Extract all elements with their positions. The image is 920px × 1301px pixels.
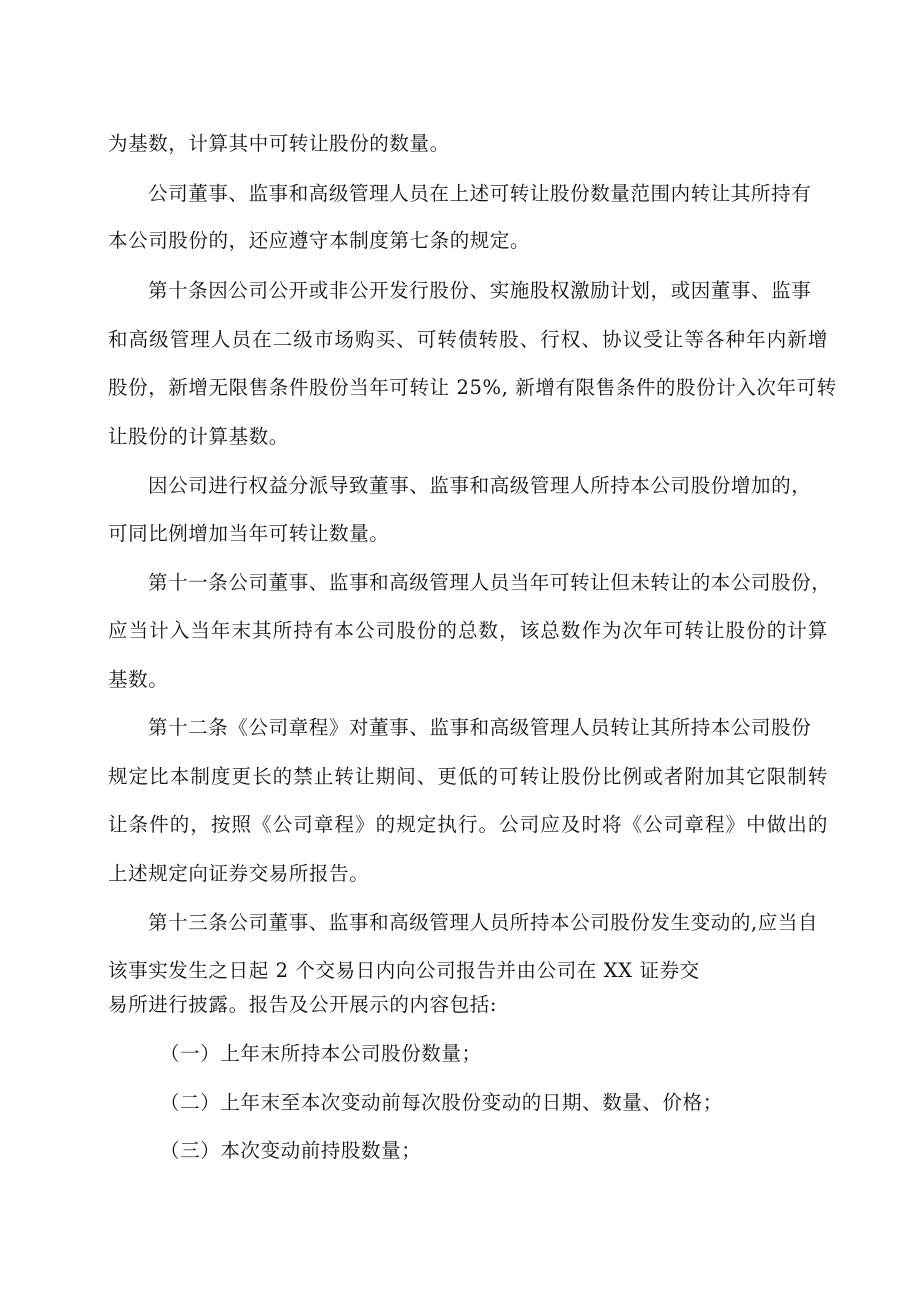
text-line: 和高级管理人员在二级市场购买、可转债转股、行权、协议受让等各种年内新增	[108, 328, 828, 351]
text-line: 本公司股份的，还应遵守本制度第七条的规定。	[108, 229, 531, 252]
text-line: 因公司进行权益分派导致董事、监事和高级管理人所持本公司股份增加的，	[148, 474, 812, 497]
list-item: （二）上年末至本次变动前每次股份变动的日期、数量、价格；	[160, 1091, 723, 1114]
text-line: 股份，新增无限售条件股份当年可转让 25%, 新增有限售条件的股份计入次年可转	[108, 376, 837, 399]
text-line: 该事实发生之日起 2 个交易日内向公司报告并由公司在 XX 证券交	[108, 959, 700, 982]
text-line: 规定比本制度更长的禁止转让期间、更低的可转让股份比例或者附加其它限制转	[108, 765, 828, 788]
text-line: 让条件的，按照《公司章程》的规定执行。公司应及时将《公司章程》中做出的	[108, 813, 828, 836]
text-line: 第十条因公司公开或非公开发行股份、实施股权激励计划，或因董事、监事	[148, 279, 812, 302]
list-item: （三）本次变动前持股数量；	[160, 1139, 422, 1162]
text-line: 易所进行披露。报告及公开展示的内容包括:	[108, 993, 498, 1016]
text-line: 让股份的计算基数。	[108, 425, 289, 448]
text-line: 公司董事、监事和高级管理人员在上述可转让股份数量范围内转让其所持有	[148, 182, 812, 205]
text-line: 第十三条公司董事、监事和高级管理人员所持本公司股份发生变动的,应当自	[148, 911, 819, 934]
text-line: 上述规定向证券交易所报告。	[108, 862, 370, 885]
text-line: 应当计入当年末其所持有本公司股份的总数，该总数作为次年可转让股份的计算	[108, 619, 828, 642]
text-line: 为基数，计算其中可转让股份的数量。	[108, 132, 450, 155]
text-line: 基数。	[108, 668, 169, 691]
text-line: 可同比例增加当年可转让数量。	[108, 522, 390, 545]
text-line: 第十一条公司董事、监事和高级管理人员当年可转让但未转让的本公司股份，	[148, 571, 832, 594]
text-line: 第十二条《公司章程》对董事、监事和高级管理人员转让其所持本公司股份	[148, 716, 812, 739]
list-item: （一）上年末所持本公司股份数量；	[160, 1042, 482, 1065]
